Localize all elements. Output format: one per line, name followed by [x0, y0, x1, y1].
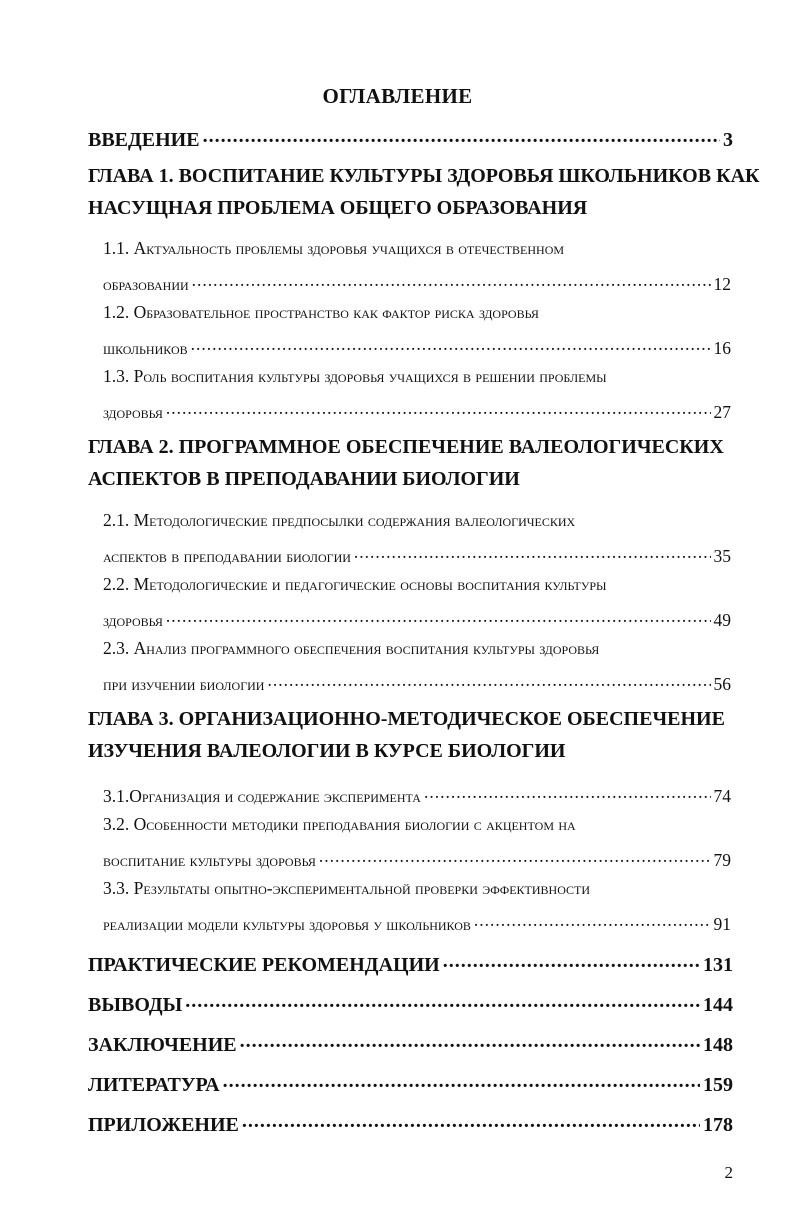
- toc-entry-2-3-cont[interactable]: [103, 672, 731, 693]
- section-title-line: 2.3. Анализ программного обеспечения воспитания культуры здоровья: [103, 638, 600, 658]
- dot-leader: [242, 1111, 700, 1131]
- toc-page-number: 16: [713, 337, 731, 358]
- toc-entry-2-2[interactable]: [103, 576, 731, 594]
- dot-leader: [203, 126, 720, 146]
- chapter-1-heading[interactable]: [88, 165, 760, 187]
- toc-page-number: 178: [703, 1114, 733, 1136]
- dot-leader: [223, 1071, 700, 1091]
- toc-page-number: 74: [713, 785, 731, 806]
- chapter-title-line: НАСУЩНАЯ ПРОБЛЕМА ОБЩЕГО ОБРАЗОВАНИЯ: [88, 197, 588, 219]
- chapter-3-heading[interactable]: [88, 709, 733, 729]
- toc-entry-1-3-cont[interactable]: [103, 400, 731, 421]
- dot-leader: [185, 991, 700, 1011]
- chapter-title-line: ГЛАВА 1. ВОСПИТАНИЕ КУЛЬТУРЫ ЗДОРОВЬЯ ШКОЛЬНИКОВ КАК: [88, 165, 760, 187]
- dot-leader: [443, 951, 700, 971]
- section-title-line: реализации модели культуры здоровья у школьников: [103, 913, 471, 934]
- toc-entry-1-2[interactable]: [103, 304, 731, 322]
- toc-page-number: 49: [713, 609, 731, 630]
- toc-entry-intro[interactable]: [88, 126, 733, 150]
- chapter-2-heading-cont[interactable]: [88, 469, 733, 489]
- dot-leader: [319, 848, 711, 866]
- chapter-title-line: ИЗУЧЕНИЯ ВАЛЕОЛОГИИ В КУРСЕ БИОЛОГИИ: [88, 740, 566, 762]
- toc-entry-3-2-cont[interactable]: [103, 848, 731, 869]
- toc-entry-3-3[interactable]: [103, 880, 731, 898]
- chapter-2-heading[interactable]: [88, 437, 733, 457]
- dot-leader: [424, 784, 711, 802]
- toc-entry-recommendations[interactable]: [88, 951, 733, 975]
- toc-entry-label: ВВЕДЕНИЕ: [88, 129, 200, 151]
- toc-entry-3-3-cont[interactable]: [103, 912, 731, 933]
- chapter-3-heading-cont[interactable]: [88, 741, 733, 761]
- toc-entry-literature[interactable]: [88, 1071, 733, 1095]
- toc-page-number: 12: [713, 273, 731, 294]
- dot-leader: [166, 400, 711, 418]
- toc-entry-3-2[interactable]: [103, 816, 731, 834]
- toc-entry-appendix[interactable]: [88, 1111, 733, 1135]
- dot-leader: [192, 272, 711, 290]
- toc-entry-conclusions[interactable]: [88, 991, 733, 1015]
- dot-leader: [354, 544, 711, 562]
- toc-entry-label: ЗАКЛЮЧЕНИЕ: [88, 1034, 237, 1056]
- page-title: ОГЛАВЛЕНИЕ: [322, 84, 473, 108]
- dot-leader: [191, 336, 711, 354]
- dot-leader: [474, 912, 711, 930]
- toc-entry-2-2-cont[interactable]: [103, 608, 731, 629]
- toc-entry-label: ЛИТЕРАТУРА: [88, 1074, 220, 1096]
- dot-leader: [240, 1031, 700, 1051]
- toc-page-number: 144: [703, 994, 733, 1016]
- toc-entry-2-1-cont[interactable]: [103, 544, 731, 565]
- toc-page-number: 91: [713, 913, 731, 934]
- chapter-title-line: АСПЕКТОВ В ПРЕПОДАВАНИИ БИОЛОГИИ: [88, 468, 520, 490]
- dot-leader: [166, 608, 711, 626]
- toc-entry-summary[interactable]: [88, 1031, 733, 1055]
- section-title-line: 2.1. Методологические предпосылки содержания валеологических: [103, 510, 576, 530]
- section-title-line: здоровья: [103, 401, 163, 422]
- page-number: 2: [724, 1163, 733, 1182]
- toc-page-number: 148: [703, 1034, 733, 1056]
- toc-entry-label: ПРИЛОЖЕНИЕ: [88, 1114, 239, 1136]
- toc-entry-3-1[interactable]: [103, 784, 731, 805]
- toc-page-number: 27: [713, 401, 731, 422]
- section-title-line: 3.1.Организация и содержание эксперимента: [103, 785, 421, 806]
- toc-page-number: 3: [723, 129, 733, 151]
- section-title-line: школьников: [103, 337, 188, 358]
- chapter-title-line: ГЛАВА 2. ПРОГРАММНОЕ ОБЕСПЕЧЕНИЕ ВАЛЕОЛОГИЧЕСКИХ: [88, 436, 724, 458]
- toc-page-number: 159: [703, 1074, 733, 1096]
- toc-entry-1-1[interactable]: [103, 240, 731, 258]
- toc-entry-1-3[interactable]: [103, 368, 731, 386]
- section-title-line: 2.2. Методологические и педагогические основы воспитания культуры: [103, 574, 607, 594]
- section-title-line: 3.3. Результаты опытно-экспериментальной проверки эффективности: [103, 878, 591, 898]
- section-title-line: аспектов в преподавании биологии: [103, 545, 351, 566]
- section-title-line: 1.3. Роль воспитания культуры здоровья учащихся в решении проблемы: [103, 366, 607, 386]
- toc-entry-1-2-cont[interactable]: [103, 336, 731, 357]
- toc-entry-label: ПРАКТИЧЕСКИЕ РЕКОМЕНДАЦИИ: [88, 954, 440, 976]
- dot-leader: [267, 672, 710, 690]
- section-title-line: 3.2. Особенности методики преподавания биологии с акцентом на: [103, 814, 576, 834]
- toc-page-number: 35: [713, 545, 731, 566]
- section-title-line: 1.1. Актуальность проблемы здоровья учащихся в отечественном: [103, 238, 565, 258]
- toc-page-number: 131: [703, 954, 733, 976]
- section-title-line: при изучении биологии: [103, 673, 265, 694]
- toc-entry-2-1[interactable]: [103, 512, 731, 530]
- toc-page-number: 79: [713, 849, 731, 870]
- toc-page-number: 56: [713, 673, 731, 694]
- section-title-line: образовании: [103, 273, 189, 294]
- chapter-title-line: ГЛАВА 3. ОРГАНИЗАЦИОННО-МЕТОДИЧЕСКОЕ ОБЕСПЕЧЕНИЕ: [88, 708, 725, 730]
- toc-entry-2-3[interactable]: [103, 640, 731, 658]
- toc-entry-1-1-cont[interactable]: [103, 272, 731, 293]
- chapter-1-heading-cont[interactable]: [88, 198, 733, 218]
- toc-entry-label: ВЫВОДЫ: [88, 994, 183, 1016]
- section-title-line: 1.2. Образовательное пространство как фактор риска здоровья: [103, 302, 539, 322]
- section-title-line: здоровья: [103, 609, 163, 630]
- section-title-line: воспитание культуры здоровья: [103, 849, 316, 870]
